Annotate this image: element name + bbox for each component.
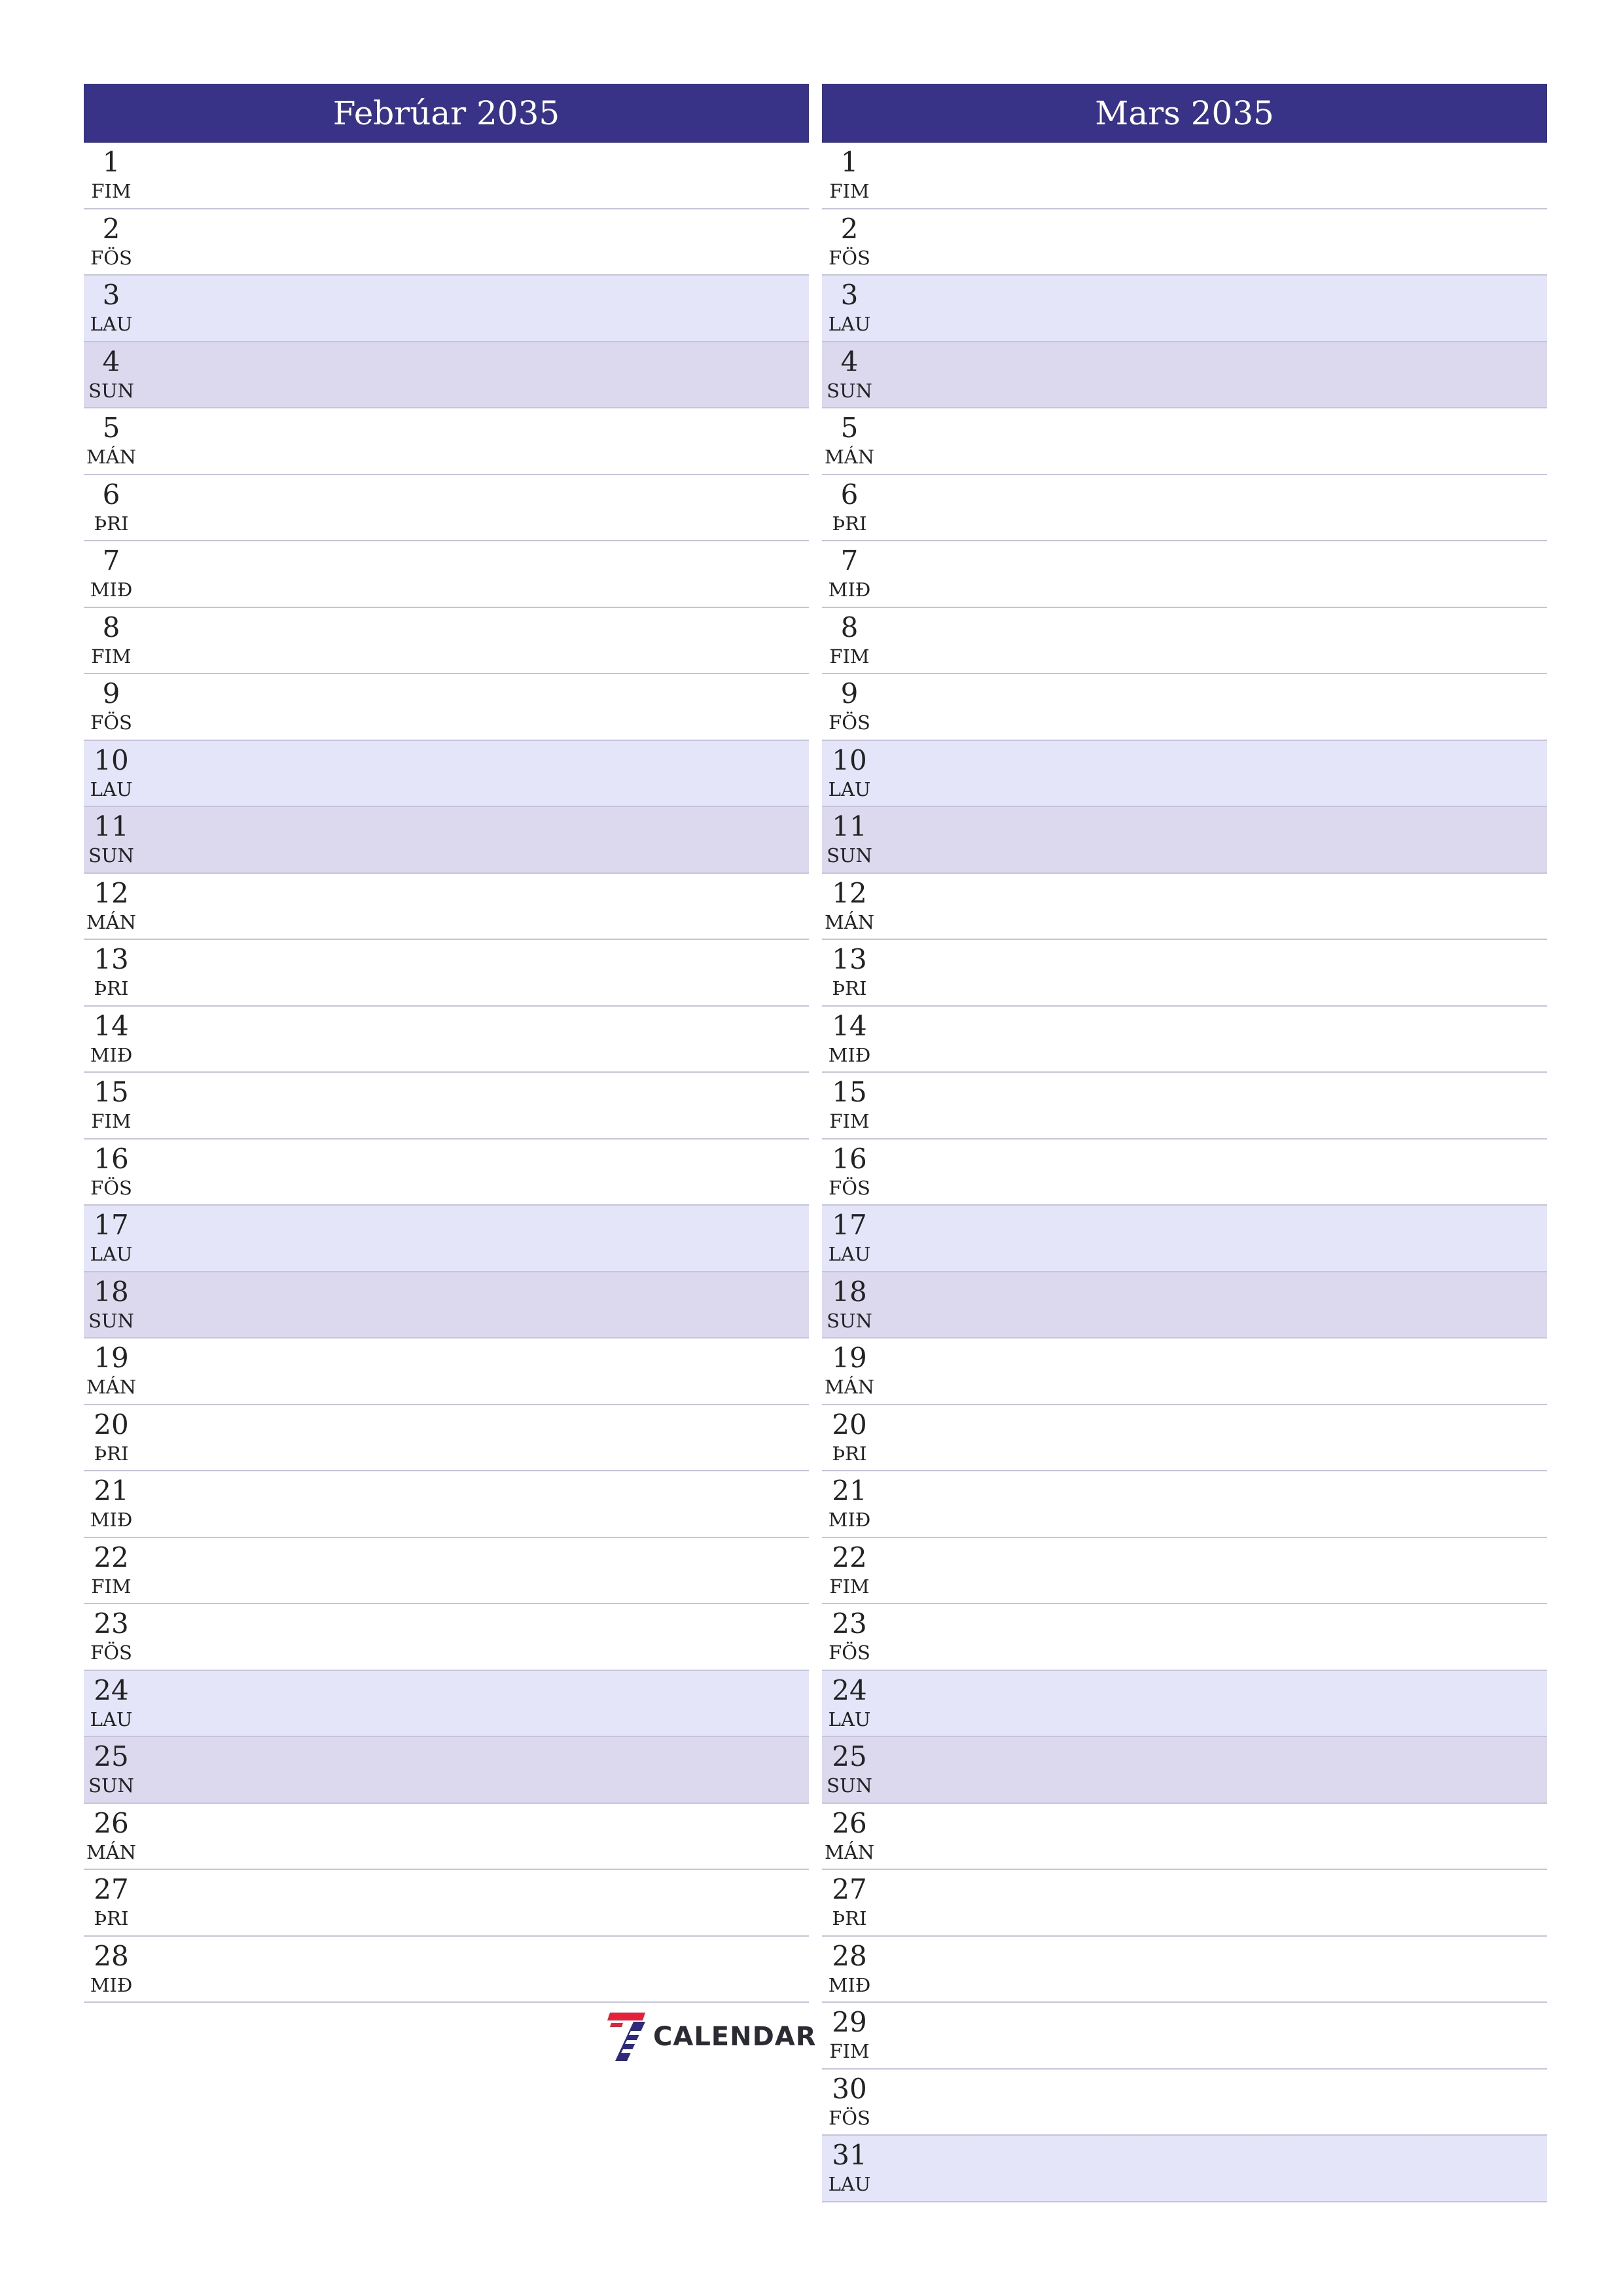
day-number: 17: [832, 1209, 867, 1241]
day-row: [84, 276, 809, 342]
day-row: [822, 940, 1547, 1007]
day-row: [84, 1073, 809, 1139]
day-row: [84, 1604, 809, 1671]
day-row: [822, 741, 1547, 808]
weekday-label: MÁN: [824, 1376, 874, 1398]
weekday-label: FÖS: [829, 711, 870, 734]
day-row: [822, 1870, 1547, 1937]
day-list: [822, 143, 1547, 2202]
weekday-label: ÞRI: [94, 512, 129, 535]
day-row: [84, 874, 809, 941]
weekday-label: ÞRI: [94, 1907, 129, 1929]
weekday-label: MÁN: [86, 1376, 136, 1398]
weekday-label: FÖS: [829, 2106, 870, 2129]
weekday-label: FIM: [91, 1110, 132, 1132]
day-number: 28: [94, 1939, 129, 1972]
day-row: [822, 807, 1547, 874]
day-number: 27: [94, 1873, 129, 1905]
day-row: [84, 1139, 809, 1206]
day-number: 19: [832, 1342, 867, 1374]
weekday-label: FIM: [91, 180, 132, 202]
day-row: [84, 209, 809, 276]
day-row: [822, 143, 1547, 209]
day-row: [84, 408, 809, 475]
day-row: [84, 541, 809, 608]
day-row: [84, 674, 809, 741]
day-number: 3: [840, 279, 859, 311]
day-row: [84, 1870, 809, 1937]
day-row: [822, 1604, 1547, 1671]
day-row: [822, 1272, 1547, 1339]
day-row: [84, 475, 809, 542]
day-number: 15: [832, 1076, 867, 1108]
weekday-label: FIM: [829, 1575, 870, 1598]
day-row: [822, 1737, 1547, 1804]
weekday-label: FIM: [829, 180, 870, 202]
day-row: [822, 475, 1547, 542]
day-number: 26: [832, 1806, 867, 1839]
weekday-label: ÞRI: [832, 1442, 867, 1465]
weekday-label: SUN: [88, 844, 134, 867]
logo-text: CALENDAR: [653, 2022, 817, 2052]
day-number: 1: [102, 146, 120, 178]
day-number: 18: [832, 1275, 867, 1308]
day-row: [822, 1671, 1547, 1738]
day-number: 12: [94, 876, 129, 909]
day-row: [822, 209, 1547, 276]
day-row: [84, 1737, 809, 1804]
weekday-label: MÁN: [824, 446, 874, 468]
day-number: 5: [840, 412, 859, 444]
day-row: [822, 608, 1547, 675]
day-number: 22: [94, 1541, 129, 1573]
day-number: 12: [832, 876, 867, 909]
day-number: 4: [840, 345, 859, 378]
seven-logo-icon: [607, 2011, 648, 2062]
day-row: [84, 1007, 809, 1073]
day-number: 18: [94, 1275, 129, 1308]
month-calendar-february: [84, 84, 809, 2003]
weekday-label: ÞRI: [832, 1907, 867, 1929]
day-number: 11: [94, 810, 129, 842]
weekday-label: ÞRI: [94, 1442, 129, 1465]
day-number: 7: [840, 545, 859, 577]
day-number: 11: [832, 810, 867, 842]
weekday-label: MÁN: [86, 1840, 136, 1863]
day-number: 20: [94, 1408, 129, 1441]
weekday-label: ÞRI: [832, 977, 867, 999]
weekday-label: SUN: [827, 1774, 872, 1797]
weekday-label: FIM: [829, 645, 870, 668]
day-number: 16: [832, 1142, 867, 1175]
day-number: 28: [832, 1939, 867, 1972]
day-row: [84, 940, 809, 1007]
weekday-label: MÁN: [824, 1840, 874, 1863]
weekday-label: FIM: [91, 645, 132, 668]
day-row: [84, 1405, 809, 1472]
weekday-label: SUN: [827, 379, 872, 402]
day-row: [822, 1007, 1547, 1073]
weekday-label: LAU: [90, 313, 133, 335]
weekday-label: SUN: [88, 1309, 134, 1332]
weekday-label: LAU: [828, 2173, 871, 2195]
weekday-label: LAU: [90, 778, 133, 800]
day-number: 23: [94, 1607, 129, 1640]
weekday-label: FÖS: [829, 1176, 870, 1199]
brand-logo: [607, 2011, 817, 2063]
day-row: [84, 1804, 809, 1871]
day-number: 8: [840, 611, 859, 643]
weekday-label: LAU: [828, 778, 871, 800]
day-number: 13: [832, 943, 867, 975]
day-number: 30: [832, 2072, 867, 2105]
day-number: 14: [94, 1009, 129, 1042]
day-number: 1: [840, 146, 859, 178]
weekday-label: MIÐ: [828, 1973, 871, 1996]
day-number: 3: [102, 279, 120, 311]
day-row: [84, 1338, 809, 1405]
day-number: 10: [94, 744, 129, 776]
day-number: 10: [832, 744, 867, 776]
day-row: [84, 1206, 809, 1272]
day-number: 25: [832, 1740, 867, 1772]
day-row: [84, 1272, 809, 1339]
day-row: [822, 1338, 1547, 1405]
day-row: [822, 2070, 1547, 2136]
day-row: [822, 1538, 1547, 1605]
day-number: 17: [94, 1209, 129, 1241]
day-number: 4: [102, 345, 120, 378]
month-title: Febrúar 2035: [84, 84, 809, 143]
day-number: 9: [840, 677, 859, 709]
day-number: 22: [832, 1541, 867, 1573]
weekday-label: LAU: [90, 1243, 133, 1265]
weekday-label: MÁN: [824, 910, 874, 933]
day-row: [822, 1471, 1547, 1538]
day-row: [822, 2003, 1547, 2070]
weekday-label: FÖS: [829, 246, 870, 269]
weekday-label: ÞRI: [832, 512, 867, 535]
day-row: [822, 276, 1547, 342]
day-number: 19: [94, 1342, 129, 1374]
day-number: 13: [94, 943, 129, 975]
day-row: [84, 143, 809, 209]
day-number: 31: [832, 2139, 867, 2171]
day-row: [822, 1073, 1547, 1139]
weekday-label: LAU: [90, 1708, 133, 1731]
day-row: [822, 1804, 1547, 1871]
weekday-label: FIM: [91, 1575, 132, 1598]
day-row: [84, 741, 809, 808]
day-row: [84, 1471, 809, 1538]
day-number: 24: [94, 1674, 129, 1706]
weekday-label: FÖS: [829, 1641, 870, 1664]
weekday-label: MIÐ: [90, 579, 133, 601]
weekday-label: FÖS: [90, 246, 132, 269]
day-number: 21: [94, 1475, 129, 1507]
day-number: 21: [832, 1475, 867, 1507]
weekday-label: MIÐ: [90, 1509, 133, 1531]
day-number: 7: [102, 545, 120, 577]
day-row: [84, 807, 809, 874]
day-row: [84, 1671, 809, 1738]
day-number: 29: [832, 2006, 867, 2038]
day-number: 20: [832, 1408, 867, 1441]
weekday-label: MIÐ: [828, 1043, 871, 1066]
day-number: 15: [94, 1076, 129, 1108]
day-number: 14: [832, 1009, 867, 1042]
day-row: [822, 408, 1547, 475]
day-row: [84, 1538, 809, 1605]
day-row: [822, 541, 1547, 608]
day-number: 8: [102, 611, 120, 643]
day-list: [84, 143, 809, 2003]
day-row: [822, 1139, 1547, 1206]
day-row: [822, 342, 1547, 409]
weekday-label: MIÐ: [90, 1973, 133, 1996]
day-row: [822, 674, 1547, 741]
weekday-label: SUN: [827, 1309, 872, 1332]
weekday-label: MIÐ: [828, 1509, 871, 1531]
day-number: 27: [832, 1873, 867, 1905]
weekday-label: SUN: [827, 844, 872, 867]
weekday-label: FIM: [829, 1110, 870, 1132]
month-calendar-march: [822, 84, 1547, 2202]
weekday-label: LAU: [828, 1243, 871, 1265]
day-row: [822, 2136, 1547, 2202]
day-number: 26: [94, 1806, 129, 1839]
day-row: [84, 342, 809, 409]
weekday-label: FÖS: [90, 1641, 132, 1664]
weekday-label: MÁN: [86, 910, 136, 933]
day-row: [822, 874, 1547, 941]
weekday-label: LAU: [828, 1708, 871, 1731]
weekday-label: FÖS: [90, 1176, 132, 1199]
day-number: 16: [94, 1142, 129, 1175]
weekday-label: ÞRI: [94, 977, 129, 999]
day-number: 25: [94, 1740, 129, 1772]
weekday-label: SUN: [88, 379, 134, 402]
day-number: 6: [102, 478, 120, 511]
day-number: 5: [102, 412, 120, 444]
day-number: 23: [832, 1607, 867, 1640]
day-row: [822, 1937, 1547, 2003]
day-number: 2: [840, 212, 859, 245]
day-row: [84, 1937, 809, 2003]
weekday-label: MIÐ: [90, 1043, 133, 1066]
weekday-label: LAU: [828, 313, 871, 335]
weekday-label: MÁN: [86, 446, 136, 468]
day-number: 9: [102, 677, 120, 709]
weekday-label: FIM: [829, 2040, 870, 2062]
month-title: Mars 2035: [822, 84, 1547, 143]
weekday-label: SUN: [88, 1774, 134, 1797]
day-row: [822, 1206, 1547, 1272]
day-row: [822, 1405, 1547, 1472]
day-row: [84, 608, 809, 675]
day-number: 2: [102, 212, 120, 245]
day-number: 6: [840, 478, 859, 511]
weekday-label: FÖS: [90, 711, 132, 734]
weekday-label: MIÐ: [828, 579, 871, 601]
day-number: 24: [832, 1674, 867, 1706]
